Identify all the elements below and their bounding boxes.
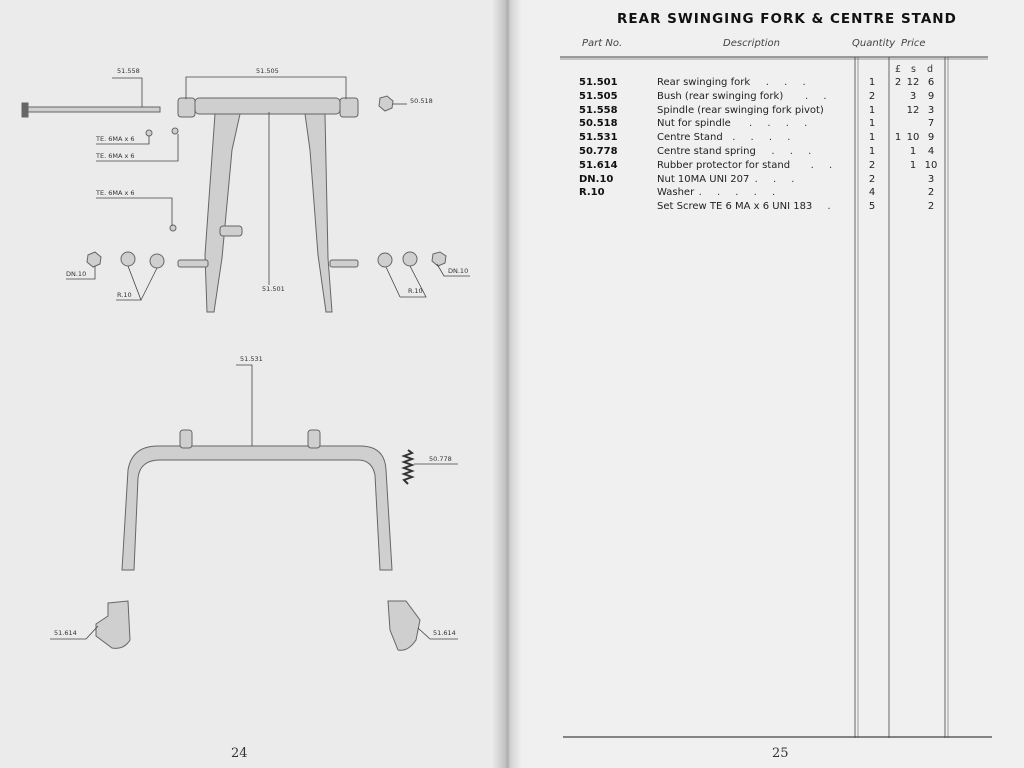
quantity: 1 [868, 104, 876, 116]
label-nut-spindle: 50.518 [410, 97, 433, 105]
currency-pounds: £ [895, 64, 902, 75]
part-number: 51.501 [579, 77, 618, 88]
label-screw-3: TE. 6MA x 6 [96, 189, 135, 197]
description: Rear swinging fork [657, 77, 751, 88]
header-quantity: Quantity [852, 38, 896, 49]
leader-dots: . . . [765, 77, 812, 88]
leader-dots: . . [805, 90, 833, 102]
quantity: 1 [868, 77, 876, 88]
label-nut-right: DN.10 [448, 267, 469, 275]
leader-dots: . . . . . [698, 187, 782, 199]
description: Washer [657, 187, 695, 199]
part-number: 51.614 [579, 159, 618, 171]
leader-dots: . . . [754, 173, 801, 185]
price-shillings: 1 [909, 146, 917, 157]
part-number: DN.10 [579, 173, 614, 185]
label-stand: 51.531 [240, 355, 263, 363]
price-pence: 2 [927, 201, 935, 213]
leader-dots: . . [810, 159, 839, 171]
price-pence: 2 [927, 187, 935, 199]
part-number: 51.531 [579, 132, 618, 144]
label-spindle: 51.558 [117, 67, 140, 75]
label-washer-left: R.10 [117, 291, 132, 299]
label-spring: 50.778 [429, 455, 452, 463]
label-screw-2: TE. 6MA x 6 [96, 152, 135, 160]
part-number: 51.558 [579, 104, 618, 116]
description: Centre Stand [657, 132, 723, 144]
quantity: 5 [868, 201, 876, 213]
header-description: Description [723, 38, 780, 49]
quantity: 2 [868, 159, 876, 171]
header-price: Price [901, 38, 926, 49]
description: Centre stand spring [657, 146, 756, 157]
price-pence: 7 [927, 118, 935, 130]
price-pence: 3 [927, 173, 935, 185]
part-number: R.10 [579, 187, 605, 199]
description: Nut for spindle [657, 118, 731, 130]
quantity: 1 [868, 118, 876, 130]
currency-shillings: s [911, 64, 916, 75]
description: Spindle (rear swinging fork pivot) [657, 104, 824, 116]
price-shillings: 10 [906, 132, 920, 144]
quantity: 1 [868, 132, 876, 144]
price-shillings: 12 [906, 77, 920, 88]
leader-dots: . . . [771, 146, 818, 157]
label-nut-left: DN.10 [66, 270, 87, 278]
description: Rubber protector for stand [657, 159, 791, 171]
description: Nut 10MA UNI 207 [657, 173, 750, 185]
leader-dots: . [827, 201, 837, 213]
price-pence: 6 [927, 77, 935, 88]
label-protector-right: 51.614 [433, 629, 456, 637]
part-number: 50.518 [579, 118, 618, 130]
book-gutter [492, 0, 522, 768]
right-page-number: 25 [772, 746, 789, 761]
label-bush: 51.505 [256, 67, 279, 75]
leader-dots: . . . . [749, 118, 814, 130]
currency-pence: d [927, 64, 934, 75]
quantity: 1 [868, 146, 876, 157]
quantity: 2 [868, 90, 876, 102]
quantity: 2 [868, 173, 876, 185]
price-pounds: 1 [894, 132, 902, 144]
price-shillings: 1 [909, 159, 917, 171]
leader-dots: . . . . [732, 132, 797, 144]
left-page-number: 24 [231, 746, 248, 761]
description: Bush (rear swinging fork) [657, 90, 784, 102]
price-shillings: 3 [909, 90, 917, 102]
quantity: 4 [868, 187, 876, 199]
price-pence: 3 [927, 104, 935, 116]
label-screw-1: TE. 6MA x 6 [96, 135, 135, 143]
part-number: 50.778 [579, 146, 618, 157]
header-part-no: Part No. [582, 38, 623, 49]
label-washer-right: R.10 [408, 287, 423, 295]
label-protector-left: 51.614 [54, 629, 77, 637]
page-title: REAR SWINGING FORK & CENTRE STAND [617, 11, 957, 27]
description: Set Screw TE 6 MA x 6 UNI 183 [657, 201, 813, 213]
price-pence: 4 [927, 146, 935, 157]
part-number: 51.505 [579, 90, 618, 102]
label-fork: 51.501 [262, 285, 285, 293]
price-pence: 10 [924, 159, 938, 171]
price-pence: 9 [927, 90, 935, 102]
price-pence: 9 [927, 132, 935, 144]
price-shillings: 12 [906, 104, 920, 116]
price-pounds: 2 [894, 77, 902, 88]
